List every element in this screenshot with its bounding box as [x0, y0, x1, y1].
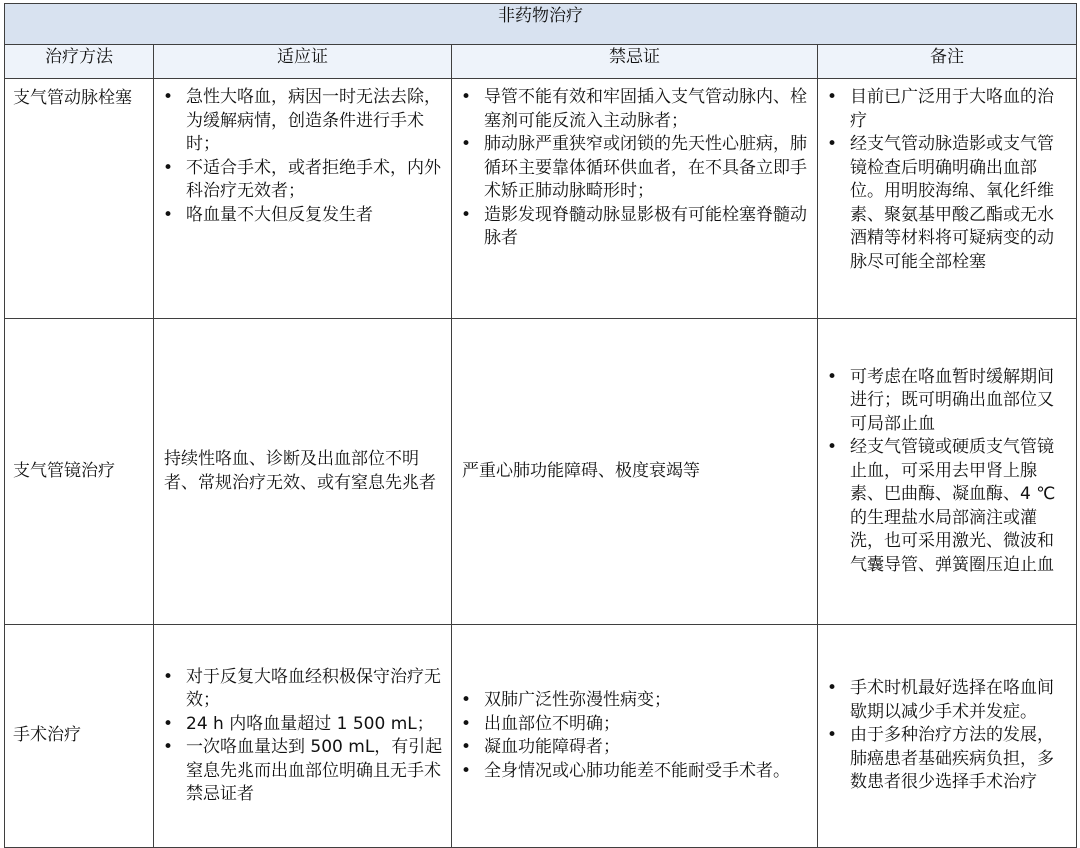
header-notes: 备注 — [818, 45, 1077, 79]
list-item: • 目前已广泛用于大咯血的治疗 — [827, 87, 1054, 131]
list-item: • 经支气管镜或硬质支气管镜止血，可采用去甲肾上腺素、巴曲酶、凝血酶、4 ℃的生理盐水局部滴注或灌洗，也可采用激光、微波和气囊导管、弹簧圈压迫止血 — [827, 437, 1056, 575]
table-row — [5, 79, 1077, 319]
contraindications-cell — [452, 625, 818, 848]
notes-cell — [818, 79, 1077, 319]
list-item: • 可考虑在咯血暂时缓解期间进行；既可明确出血部位又可局部止血 — [827, 366, 1054, 434]
list-item: • 全身情况或心肺功能差不能耐受手术者。 — [461, 760, 790, 781]
list-item: • 由于多种治疗方法的发展，肺癌患者基础疾病负担，多数患者很少选择手术治疗 — [827, 725, 1054, 793]
method-label: 支气管动脉栓塞 — [13, 88, 132, 108]
method-cell — [5, 319, 154, 625]
table-row — [5, 319, 1077, 625]
header-contraindications: 禁忌证 — [452, 45, 818, 79]
contraindications-cell — [452, 319, 818, 625]
list-item: • 出血部位不明确； — [461, 713, 620, 734]
list-item: • 不适合手术，或者拒绝手术，内外科治疗无效者； — [163, 157, 441, 201]
list-item: • 造影发现脊髓动脉显影极有可能栓塞脊髓动脉者 — [461, 204, 807, 248]
list-item: • 急性大咯血，病因一时无法去除，为缓解病情，创造条件进行手术时； — [163, 87, 441, 154]
list-item: • 一次咯血量达到 500 mL，有引起窒息先兆而出血部位明确且无手术禁忌证者 — [163, 737, 443, 804]
method-label: 支气管镜治疗 — [13, 460, 115, 481]
list-item: • 凝血功能障碍者； — [461, 737, 620, 757]
table-row — [5, 625, 1077, 848]
indications-text: 持续性咯血、诊断及出血部位不明者、常规治疗无效、或有窒息先兆者 — [164, 449, 436, 493]
indications-cell — [154, 79, 452, 319]
list-item: • 导管不能有效和牢固插入支气管动脉内、栓塞剂可能反流入主动脉者； — [461, 87, 807, 131]
list-item: • 肺动脉严重狭窄或闭锁的先天性心脏病，肺循环主要靠体循环供血者，在不具备立即手术矫正肺动脉畸形时； — [461, 134, 807, 201]
method-cell — [5, 79, 154, 319]
list-item: • 双肺广泛性弥漫性病变； — [461, 690, 671, 710]
notes-cell — [818, 625, 1077, 848]
contraindications-text: 严重心肺功能障碍、极度衰竭等 — [462, 460, 700, 481]
table-title: 非药物治疗 — [5, 4, 1077, 45]
method-cell — [5, 625, 154, 848]
non-drug-treatment-table — [4, 3, 1077, 848]
list-item: • 对于反复大咯血经积极保守治疗无效； — [163, 666, 441, 710]
list-item: • 手术时机最好选择在咯血间歇期以减少手术并发症。 — [827, 678, 1054, 722]
list-item: • 经支气管动脉造影或支气管镜检查后明确明确出血部位。用明胶海绵、氧化纤维素、聚氨基甲酸乙酯或无水酒精等材料将可疑病变的动脉尽可能全部栓塞 — [827, 134, 1054, 272]
notes-cell — [818, 319, 1077, 625]
indications-cell — [154, 319, 452, 625]
indications-cell — [154, 625, 452, 848]
header-indications: 适应证 — [154, 45, 452, 79]
list-item: • 24 h 内咯血量超过 1 500 mL； — [163, 713, 434, 734]
method-label: 手术治疗 — [13, 725, 81, 746]
header-method: 治疗方法 — [5, 45, 154, 79]
contraindications-cell — [452, 79, 818, 319]
list-item: • 咯血量不大但反复发生者 — [163, 204, 373, 225]
